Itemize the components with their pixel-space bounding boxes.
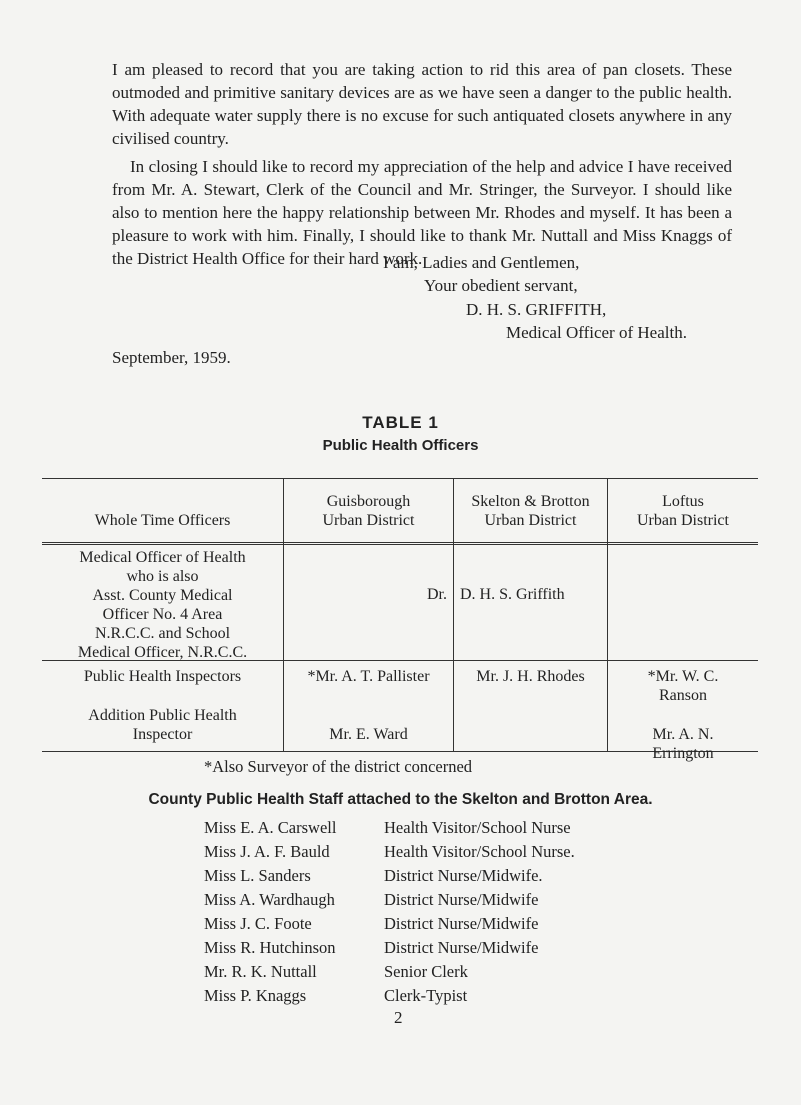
staff-name: Miss J. A. F. Bauld (204, 842, 330, 861)
header-guisborough: Guisborough Urban District (322, 493, 415, 529)
staff-role: District Nurse/Midwife (384, 914, 539, 933)
staff-heading: County Public Health Staff attached to the Skelton and Brotton Area. (148, 791, 653, 808)
staff-role: District Nurse/Midwife (384, 938, 539, 957)
row2-guisborough-1: *Mr. A. T. Pallister (307, 668, 430, 685)
header-whole-time-officers: Whole Time Officers (94, 512, 231, 529)
row2-guisborough-2: Mr. E. Ward (329, 726, 408, 743)
staff-role: District Nurse/Midwife. (384, 866, 543, 885)
letter-paragraph-1: I am pleased to record that you are taking action to rid this area of pan closets. These outmoded and primitive sanitary devices are as we have seen a danger to the public health. With adequate water supply there is no excuse for such antiquated closets anywhere in any civilised country. (112, 60, 732, 148)
header-skelton-brotton: Skelton & Brotton Urban District (471, 493, 590, 529)
closing-line-2: Your obedient servant, (424, 276, 578, 295)
row2-label-addition: Addition Public Health Inspector (88, 707, 237, 743)
table-title: Public Health Officers (322, 437, 479, 454)
closing-line-1: I am, Ladies and Gentlemen, (383, 253, 580, 272)
staff-role: District Nurse/Midwife (384, 890, 539, 909)
signature-name: D. H. S. GRIFFITH, (466, 300, 607, 319)
row2-loftus-1: *Mr. W. C. Ranson (647, 668, 719, 704)
header-loftus: Loftus Urban District (637, 493, 729, 529)
staff-role: Health Visitor/School Nurse. (384, 842, 575, 861)
staff-name: Mr. R. K. Nuttall (204, 962, 317, 981)
row2-skelton-brotton: Mr. J. H. Rhodes (476, 668, 585, 685)
staff-name: Miss R. Hutchinson (204, 938, 336, 957)
letter-date: September, 1959. (112, 348, 231, 367)
staff-name: Miss E. A. Carswell (204, 818, 337, 837)
table-number: TABLE 1 (362, 413, 439, 432)
table-footnote: *Also Surveyor of the district concerned (204, 757, 473, 776)
staff-role: Clerk-Typist (384, 986, 468, 1005)
staff-role: Senior Clerk (384, 962, 468, 981)
signature-title: Medical Officer of Health. (506, 323, 687, 342)
row1-guisborough: Dr. (427, 586, 447, 603)
page-number: 2 (394, 1008, 403, 1027)
row1-skelton-brotton: D. H. S. Griffith (460, 586, 565, 603)
staff-name: Miss J. C. Foote (204, 914, 312, 933)
row2-loftus-2: Mr. A. N. Errington (652, 726, 714, 762)
row2-label-inspectors: Public Health Inspectors (83, 668, 242, 685)
table-top-rule (42, 478, 758, 479)
staff-role: Health Visitor/School Nurse (384, 818, 571, 837)
letter-paragraph-2: In closing I should like to record my appreciation of the help and advice I have received from Mr. A. Stewart, Clerk of the Council and Mr. Stringer, the Surveyor. I should like also to mention here the happy relationship between Mr. Rhodes and myself. It has been a pleasure to work with him. Finally, I should like to thank Mr. Nuttall and Miss Knaggs of the District Health Office for their hard work. (112, 157, 732, 268)
row1-label: Medical Officer of Health who is also Asst. County Medical Officer No. 4 Area N.R.C.C. and School Medical Officer, N.R.C.C. (77, 549, 248, 661)
staff-name: Miss A. Wardhaugh (204, 890, 335, 909)
staff-name: Miss L. Sanders (204, 866, 311, 885)
table-header-rule (42, 542, 758, 545)
staff-name: Miss P. Knaggs (204, 986, 307, 1005)
